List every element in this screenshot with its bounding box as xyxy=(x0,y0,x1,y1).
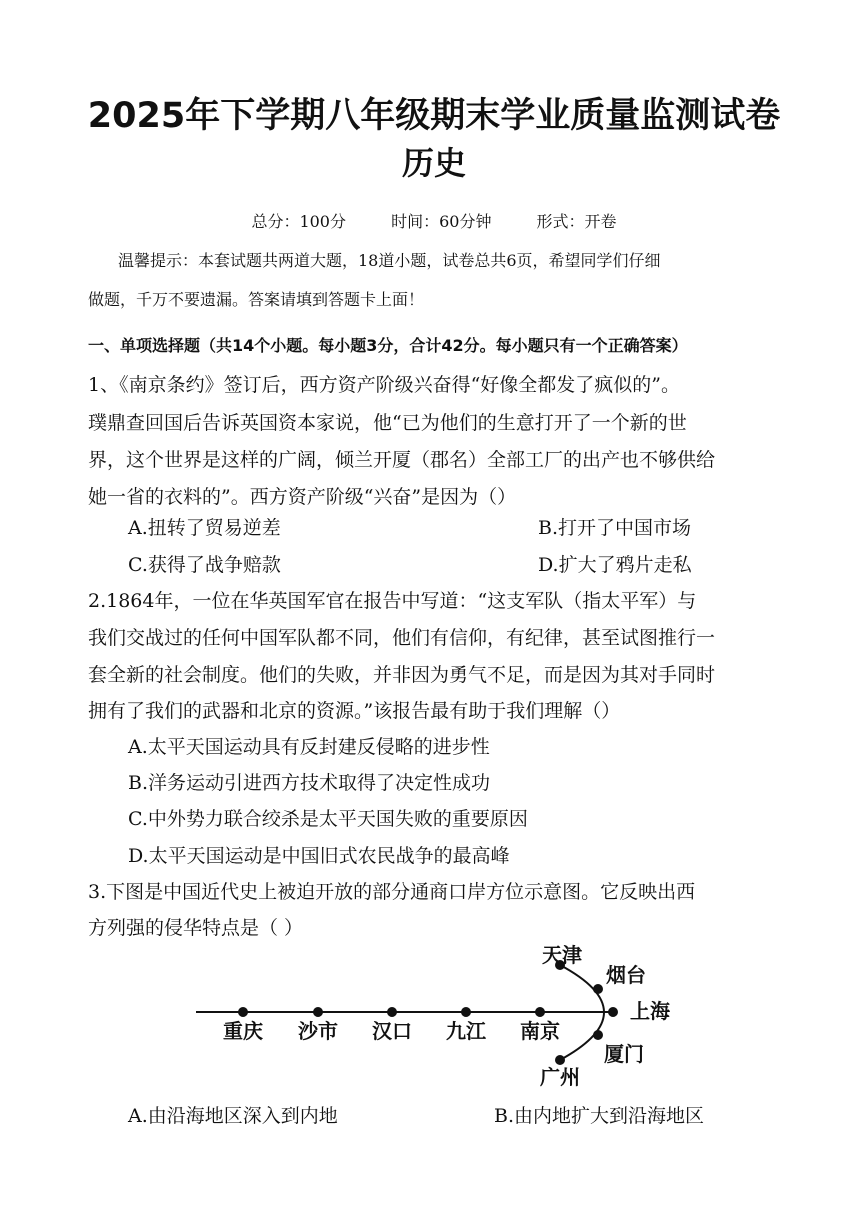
q2-option-d: D.太平天国运动是中国旧式农民战争的最高峰 xyxy=(128,845,510,867)
q1-line-2: 璞鼎查回国后告诉英国资本家说，他“已为他们的生意打开了一个新的世 xyxy=(88,412,687,434)
coastal-port-dot xyxy=(608,1007,618,1017)
inland-port-dot xyxy=(238,1007,248,1017)
q3-line-1: 3.下图是中国近代史上被迫开放的部分通商口岸方位示意图。它反映出西 xyxy=(88,881,696,903)
coastal-port-dot xyxy=(555,1055,565,1065)
coastal-port-dot xyxy=(593,984,603,994)
q2-option-c: C.中外势力联合绞杀是太平天国失败的重要原因 xyxy=(128,808,528,830)
subject-title: 历史 xyxy=(401,144,466,182)
inland-port-dot xyxy=(387,1007,397,1017)
coastal-port-label: 烟台 xyxy=(606,963,646,987)
inland-port-dot xyxy=(535,1007,545,1017)
exam-time: 时间：60分钟 xyxy=(391,212,492,231)
q1-line-4: 她一省的衣料的”。西方资产阶级“兴奋”是因为（） xyxy=(88,486,517,508)
inland-port-label: 南京 xyxy=(520,1019,560,1043)
inland-port-label: 汉口 xyxy=(372,1019,412,1043)
exam-meta xyxy=(0,209,868,232)
q2-line-3: 套全新的社会制度。他们的失败，并非因为勇气不足，而是因为其对手同时 xyxy=(88,664,716,686)
exam-format: 形式：开卷 xyxy=(536,212,617,231)
q2-line-4: 拥有了我们的武器和北京的资源。”该报告最有助于我们理解（） xyxy=(88,700,621,722)
q2-option-a: A.太平天国运动具有反封建反侵略的进步性 xyxy=(128,736,490,758)
section-heading: 一、单项选择题（共14个小题。每小题3分，合计42分。每小题只有一个正确答案） xyxy=(88,336,688,355)
q3-option-a: A.由沿海地区深入到内地 xyxy=(128,1105,338,1127)
coastal-port-label: 天津 xyxy=(542,943,582,967)
q3-option-b: B.由内地扩大到沿海地区 xyxy=(494,1105,705,1127)
inland-port-label: 九江 xyxy=(446,1019,486,1043)
q1-option-b: B.打开了中国市场 xyxy=(538,517,692,539)
q1-option-c: C.获得了战争赔款 xyxy=(128,554,281,576)
tip-line-2: 做题，千万不要遗漏。答案请填到答题卡上面！ xyxy=(88,290,425,309)
inland-port-dot xyxy=(461,1007,471,1017)
q2-line-2: 我们交战过的任何中国军队都不同，他们有信仰，有纪律，甚至试图推行一 xyxy=(88,627,716,649)
q2-option-b: B.洋务运动引进西方技术取得了决定性成功 xyxy=(128,772,491,794)
inland-port-label: 重庆 xyxy=(223,1019,263,1043)
coastal-port-label: 上海 xyxy=(630,999,670,1023)
q3-line-2: 方列强的侵华特点是（ ） xyxy=(88,917,304,939)
q1-option-a: A.扭转了贸易逆差 xyxy=(128,517,281,539)
coastal-port-dot xyxy=(593,1030,603,1040)
inland-port-label: 沙市 xyxy=(298,1019,338,1043)
q1-line-3: 界，这个世界是这样的广阔，倾兰开厦（郡名）全部工厂的出产也不够供给 xyxy=(88,449,716,471)
q2-line-1: 2.1864年，一位在华英国军官在报告中写道：“这支军队（指太平军）与 xyxy=(88,590,697,612)
total-score: 总分：100分 xyxy=(251,212,346,231)
q1-option-d: D.扩大了鸦片走私 xyxy=(538,554,692,576)
q1-line-1: 1、《南京条约》签订后，西方资产阶级兴奋得“好像全都发了疯似的”。 xyxy=(88,374,681,396)
coastal-port-label: 厦门 xyxy=(604,1042,644,1066)
tip-line-1: 温馨提示：本套试题共两道大题，18道小题，试卷总共6页，希望同学们仔细 xyxy=(118,251,661,270)
treaty-ports-diagram xyxy=(0,936,868,1096)
coastal-port-label: 广州 xyxy=(540,1065,580,1089)
exam-title: 2025年下学期八年级期末学业质量监测试卷 xyxy=(87,96,781,136)
inland-port-dot xyxy=(313,1007,323,1017)
